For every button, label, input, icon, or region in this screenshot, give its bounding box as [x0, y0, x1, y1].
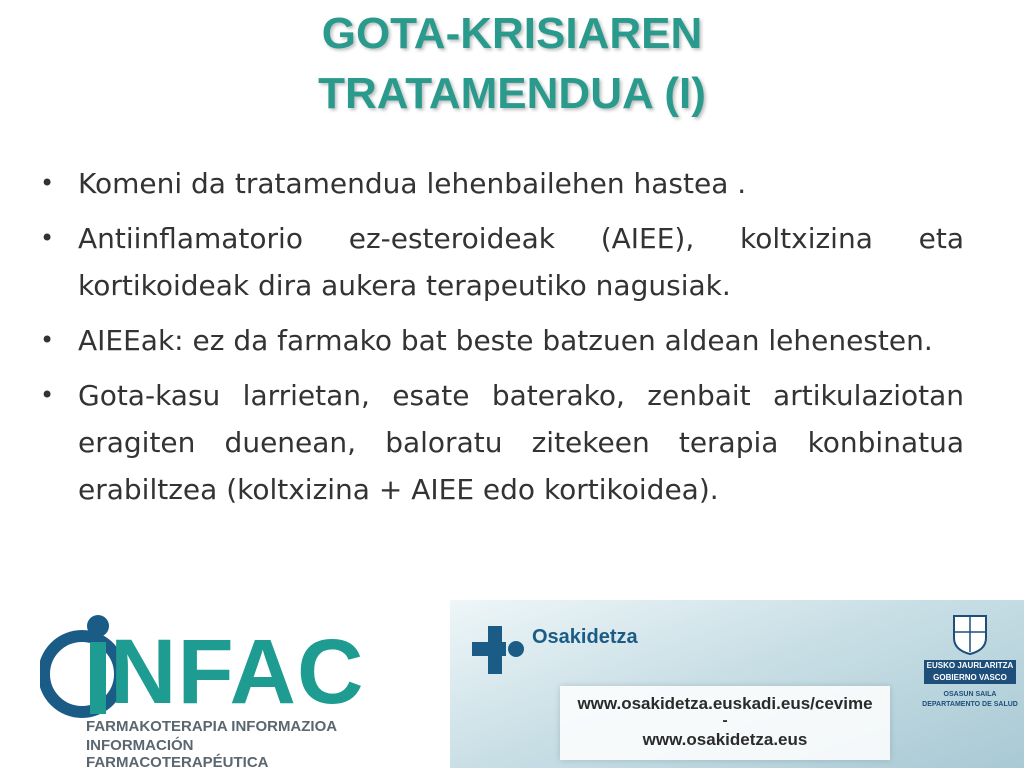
slide-title [0, 4, 1024, 124]
slide-title-line1: GOTA-KRISIAREN [321, 9, 703, 58]
bullet-item [38, 372, 964, 513]
basque-government-logo [920, 612, 1020, 752]
infac-wordmark: NFAC [110, 621, 365, 723]
slide-title-line2: TRATAMENDUA (I) [318, 69, 706, 118]
dept-name-es: DEPARTAMENTO DE SALUD [922, 701, 1018, 708]
bullet-text: AIEEak: ez da farmako bat beste batzuen aldean lehenesten. [78, 324, 933, 357]
url-box [560, 686, 890, 760]
infac-subtitle-es: INFORMACIÓN FARMACOTERAPÉUTICA [86, 737, 269, 771]
gov-name-eu: EUSKO JAURLARITZA [924, 660, 1016, 672]
infac-i-icon [40, 612, 120, 722]
gov-name-es: GOBIERNO VASCO [924, 672, 1016, 684]
bullet-item [38, 215, 964, 309]
osakidetza-brand: Osakidetza [532, 626, 638, 648]
bullet-list [38, 160, 964, 521]
bullet-text: Gota-kasu larrietan, esate baterako, zenbait artikulaziotan eragiten duenean, baloratu zitekeen terapia konbinatua erabiltzea (koltxizina + AIEE edo kortikoidea). [78, 379, 964, 506]
osakidetza-banner [450, 600, 1024, 768]
url-separator: - [722, 712, 728, 729]
bullet-dot: • [40, 381, 55, 409]
url-osakidetza-link[interactable]: www.osakidetza.eus [642, 730, 808, 749]
url-cevime-link[interactable]: www.osakidetza.euskadi.eus/cevime [577, 694, 873, 713]
infac-logo [40, 612, 380, 771]
infac-subtitle-eu: FARMAKOTERAPIA INFORMAZIOA [86, 718, 338, 735]
osakidetza-cross-icon [470, 622, 526, 678]
bullet-dot: • [40, 326, 55, 354]
bullet-text: Antiinflamatorio ez-esteroideak (AIEE), koltxizina eta kortikoideak dira aukera terapeutiko nagusiak. [78, 222, 964, 302]
bullet-item [38, 160, 964, 207]
bullet-item [38, 317, 964, 364]
dept-name-eu: OSASUN SAILA [943, 691, 997, 698]
crest-icon [950, 612, 990, 656]
bullet-dot: • [40, 224, 55, 252]
bullet-dot: • [40, 169, 55, 197]
bullet-text: Komeni da tratamendua lehenbailehen hastea . [78, 167, 747, 200]
